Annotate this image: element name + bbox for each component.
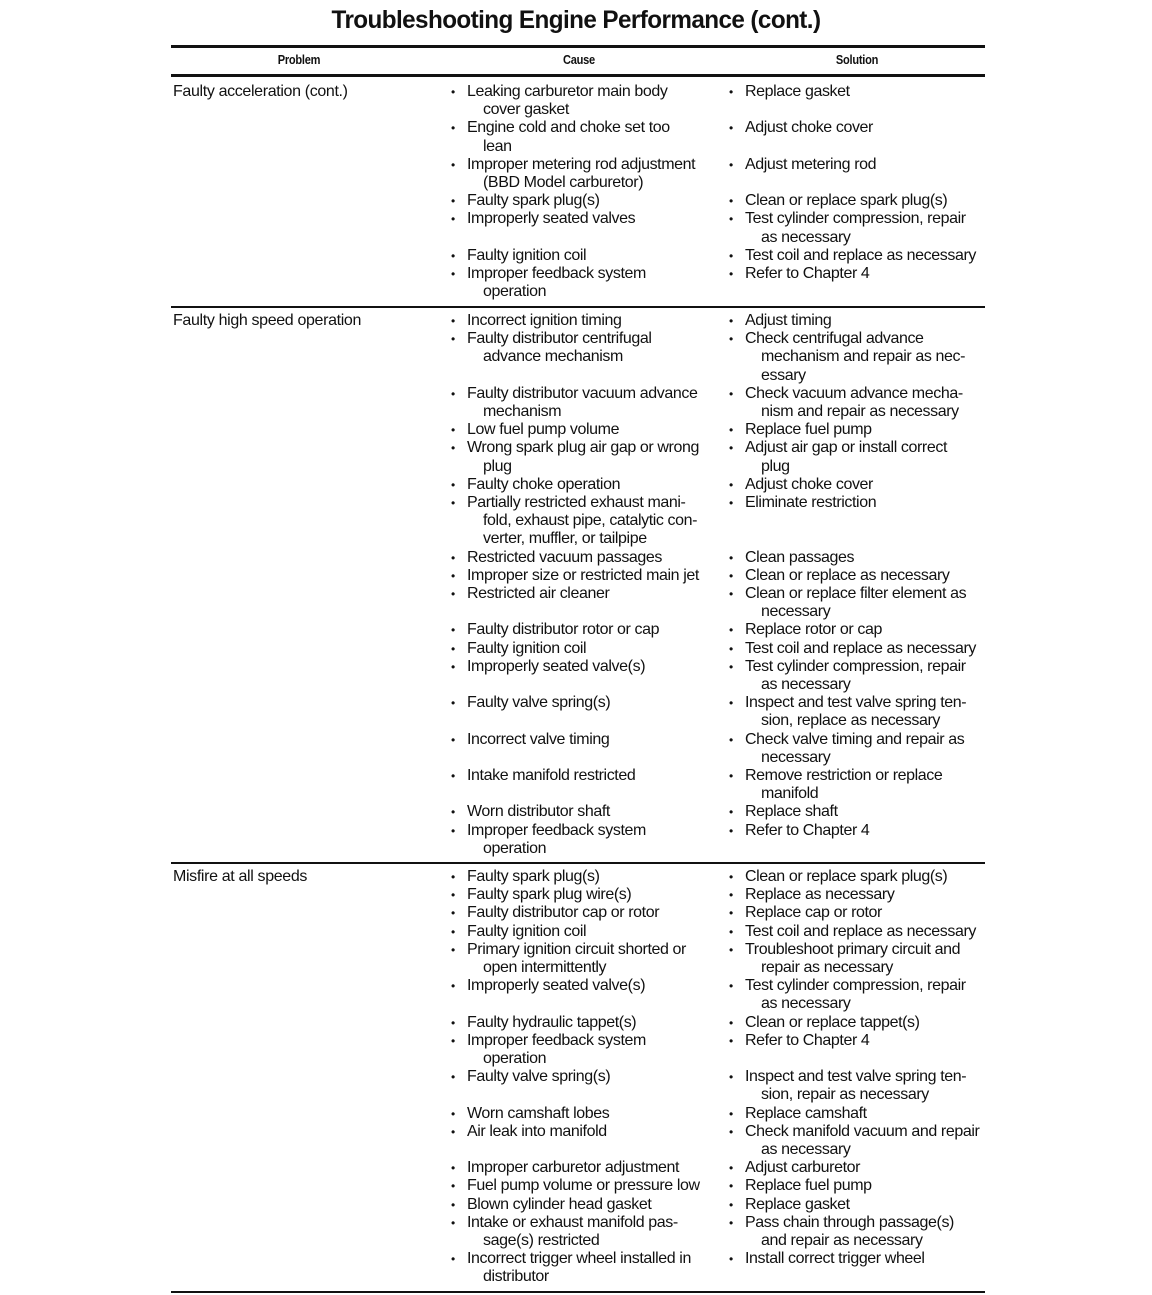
bullet-icon: • (729, 267, 733, 281)
bullet-icon: • (451, 1161, 455, 1176)
item-text-line: Blown cylinder head gasket (467, 1195, 652, 1213)
solution-item (729, 941, 991, 977)
solution-item (729, 330, 991, 385)
item-text-line: Improperly seated valve(s) (467, 977, 646, 995)
problem-cell: Faulty acceleration (cont.) (173, 83, 348, 100)
item-text-line: Engine cold and choke set too (467, 119, 670, 137)
item-text-line: Faulty valve spring(s) (467, 694, 611, 712)
cause-item (451, 265, 721, 301)
bullet-icon: • (451, 477, 455, 492)
item-text-line: Faulty ignition coil (467, 922, 587, 940)
item-text-line: Faulty ignition coil (467, 246, 587, 264)
bullet-icon: • (729, 1070, 733, 1085)
bullet-icon: • (729, 568, 733, 583)
cause-item (451, 1123, 721, 1141)
item-text-line: Refer to Chapter 4 (745, 265, 870, 282)
bullet-icon: • (729, 641, 733, 656)
item-text-line: Check centrifugal advance (745, 330, 924, 348)
item-text-line: Low fuel pump volume (467, 421, 620, 439)
cause-item (451, 1250, 721, 1286)
bullet-icon: • (729, 870, 733, 884)
item-text-line: Adjust carburetor (745, 1159, 861, 1177)
solution-item (729, 1159, 991, 1177)
solution-item (729, 83, 991, 101)
bullet-icon: • (451, 157, 455, 172)
bullet-icon: • (451, 823, 455, 838)
cause-item (451, 421, 721, 439)
item-text-line: repair as necessary (761, 959, 894, 976)
item-text-line: Pass chain through passage(s) (745, 1213, 954, 1231)
cause-item (451, 494, 721, 549)
bullet-icon: • (451, 888, 455, 903)
cause-item (451, 549, 721, 567)
row-separator (171, 1291, 985, 1293)
item-text-line: essary (761, 366, 806, 384)
bullet-icon: • (451, 194, 455, 209)
item-text-line: Faulty spark plug(s) (467, 192, 600, 210)
cause-item (451, 1196, 721, 1214)
item-text-line: Incorrect trigger wheel installed in (467, 1250, 691, 1268)
bullet-icon: • (729, 906, 733, 921)
item-text-line: Test coil and replace as necessary (745, 639, 976, 657)
bullet-icon: • (729, 942, 733, 957)
item-text-line: Air leak into manifold (467, 1122, 607, 1140)
bullet-icon: • (451, 386, 455, 401)
cause-item (451, 886, 721, 904)
item-text-line: Faulty spark plug(s) (467, 868, 600, 885)
item-text-line: Improperly seated valves (467, 210, 636, 228)
solution-item (729, 822, 991, 840)
problem-cell: Faulty high speed operation (173, 312, 362, 329)
item-text-line: Check vacuum advance mecha- (745, 384, 963, 402)
cause-item (451, 247, 721, 265)
bullet-icon: • (729, 732, 733, 747)
bullet-icon: • (451, 121, 455, 136)
bullet-icon: • (729, 157, 733, 172)
bullet-icon: • (729, 477, 733, 492)
item-text-line: as necessary (761, 676, 851, 693)
item-text-line: Fuel pump volume or pressure low (467, 1177, 700, 1195)
bullet-icon: • (729, 212, 733, 227)
solution-item (729, 476, 991, 494)
bullet-icon: • (729, 248, 733, 263)
item-text-line: Incorrect valve timing (467, 730, 610, 748)
item-text-line: Troubleshoot primary circuit and (745, 940, 961, 958)
solution-item (729, 312, 991, 330)
solution-item (729, 439, 991, 475)
bullet-icon: • (451, 1252, 455, 1267)
solution-item (729, 1177, 991, 1195)
solution-item (729, 977, 991, 1013)
solution-item (729, 421, 991, 439)
item-text-line: sion, repair as necessary (761, 1086, 929, 1104)
item-text-line: Eliminate restriction (745, 494, 877, 511)
item-text-line: Improper carburetor adjustment (467, 1159, 680, 1177)
item-text-line: Intake manifold restricted (467, 767, 636, 784)
cause-item (451, 904, 721, 922)
item-text-line: Clean or replace spark plug(s) (745, 192, 948, 210)
item-text-line: (BBD Model carburetor) (483, 174, 644, 191)
cause-item (451, 439, 721, 475)
bullet-icon: • (451, 805, 455, 820)
cause-item (451, 312, 721, 330)
solution-item (729, 803, 991, 821)
bullet-icon: • (451, 1215, 455, 1230)
item-text-line: mechanism and repair as nec- (761, 348, 966, 366)
solution-item (729, 265, 991, 283)
solution-item (729, 694, 991, 730)
item-text-line: Leaking carburetor main body (467, 83, 668, 100)
item-text-line: Improper size or restricted main jet (467, 566, 699, 584)
solution-item (729, 658, 991, 694)
cause-item (451, 868, 721, 886)
solution-item (729, 549, 991, 567)
column-header-problem: Problem (277, 52, 321, 67)
bullet-icon: • (451, 314, 455, 328)
item-text-line: Test cylinder compression, repair (745, 977, 966, 995)
bullet-icon: • (729, 1033, 733, 1048)
item-text-line: Check manifold vacuum and repair (745, 1122, 980, 1140)
cause-item (451, 1214, 721, 1250)
bullet-icon: • (729, 979, 733, 994)
cause-item (451, 822, 721, 858)
bullet-icon: • (451, 441, 455, 456)
item-text-line: Replace rotor or cap (745, 621, 882, 639)
item-text-line: Replace cap or rotor (745, 904, 882, 922)
cause-item (451, 210, 721, 228)
item-text-line: operation (483, 283, 547, 301)
bullet-icon: • (451, 550, 455, 565)
bullet-icon: • (451, 1015, 455, 1030)
solution-item (729, 119, 991, 137)
item-text-line: Clean or replace as necessary (745, 566, 950, 584)
bullet-icon: • (729, 1252, 733, 1267)
item-text-line: Test coil and replace as necessary (745, 246, 976, 264)
bullet-icon: • (451, 1106, 455, 1121)
item-text-line: Inspect and test valve spring ten- (745, 1068, 967, 1086)
item-text-line: and repair as necessary (761, 1232, 923, 1249)
item-text-line: Refer to Chapter 4 (745, 821, 870, 839)
cause-item (451, 1068, 721, 1086)
item-text-line: fold, exhaust pipe, catalytic con- (483, 512, 698, 530)
bullet-icon: • (729, 332, 733, 347)
bullet-icon: • (451, 623, 455, 638)
solution-item (729, 904, 991, 922)
item-text-line: Replace fuel pump (745, 1177, 872, 1195)
solution-item (729, 731, 991, 767)
bullet-icon: • (729, 441, 733, 456)
item-text-line: Worn distributor shaft (467, 803, 610, 821)
item-text-line: as necessary (761, 995, 851, 1013)
bullet-icon: • (451, 248, 455, 263)
bullet-icon: • (451, 212, 455, 227)
solution-item (729, 868, 991, 886)
solution-item (729, 1250, 991, 1268)
solution-item (729, 585, 991, 621)
cause-item (451, 1159, 721, 1177)
cause-item (451, 1014, 721, 1032)
cause-item (451, 1177, 721, 1195)
item-text-line: Restricted vacuum passages (467, 548, 663, 566)
item-text-line: operation (483, 839, 547, 857)
cause-item (451, 567, 721, 585)
row-separator (171, 306, 985, 308)
solution-item (729, 1068, 991, 1104)
solution-item (729, 385, 991, 421)
bullet-icon: • (729, 659, 733, 674)
bullet-icon: • (451, 769, 455, 783)
item-text-line: Adjust timing (745, 312, 832, 329)
solution-item (729, 1014, 991, 1032)
item-text-line: Check valve timing and repair as (745, 730, 965, 748)
item-text-line: Faulty distributor vacuum advance (467, 384, 698, 402)
item-text-line: Improper feedback system (467, 1031, 646, 1049)
solution-item (729, 1105, 991, 1123)
cause-item (451, 767, 721, 785)
item-text-line: Inspect and test valve spring ten- (745, 694, 967, 712)
column-header-solution: Solution (835, 52, 879, 67)
bullet-icon: • (729, 696, 733, 711)
bullet-icon: • (729, 1106, 733, 1121)
item-text-line: Intake or exhaust manifold pas- (467, 1213, 678, 1231)
bullet-icon: • (451, 332, 455, 347)
bullet-icon: • (729, 1197, 733, 1212)
item-text-line: Improper feedback system (467, 265, 646, 282)
solution-item (729, 886, 991, 904)
item-text-line: Test cylinder compression, repair (745, 210, 966, 228)
cause-item (451, 1032, 721, 1068)
item-text-line: manifold (761, 785, 819, 803)
cause-item (451, 330, 721, 366)
item-text-line: Incorrect ignition timing (467, 312, 622, 329)
solution-item (729, 1123, 991, 1159)
bullet-icon: • (451, 979, 455, 994)
cause-item (451, 941, 721, 977)
solution-item (729, 767, 991, 803)
item-text-line: sion, replace as necessary (761, 712, 941, 730)
cause-item (451, 385, 721, 421)
bullet-icon: • (451, 1033, 455, 1048)
cause-item (451, 977, 721, 995)
bullet-icon: • (729, 1161, 733, 1176)
bullet-icon: • (729, 587, 733, 601)
item-text-line: Clean or replace spark plug(s) (745, 868, 948, 885)
bullet-icon: • (729, 924, 733, 939)
solution-item (729, 1214, 991, 1250)
bullet-icon: • (729, 194, 733, 209)
cause-item (451, 476, 721, 494)
item-text-line: Faulty distributor rotor or cap (467, 621, 660, 639)
item-text-line: necessary (761, 603, 831, 621)
item-text-line: Replace camshaft (745, 1104, 867, 1122)
bullet-icon: • (729, 1215, 733, 1230)
bullet-icon: • (729, 623, 733, 638)
item-text-line: verter, muffler, or tailpipe (483, 530, 647, 548)
column-header-cause: Cause (563, 52, 595, 67)
solution-item (729, 640, 991, 658)
cause-item (451, 640, 721, 658)
item-text-line: Replace gasket (745, 83, 850, 100)
solution-item (729, 567, 991, 585)
cause-item (451, 621, 721, 639)
cause-item (451, 192, 721, 210)
item-text-line: mechanism (483, 403, 562, 420)
bullet-icon: • (451, 641, 455, 656)
solution-item (729, 1032, 991, 1050)
solution-item (729, 1196, 991, 1214)
solution-item (729, 923, 991, 941)
bullet-icon: • (451, 924, 455, 939)
item-text-line: nism and repair as necessary (761, 403, 959, 420)
item-text-line: Improper metering rod adjustment (467, 155, 696, 173)
item-text-line: Faulty distributor cap or rotor (467, 904, 660, 922)
item-text-line: Faulty distributor centrifugal (467, 330, 652, 348)
bullet-icon: • (451, 732, 455, 747)
item-text-line: Faulty hydraulic tappet(s) (467, 1013, 637, 1031)
item-text-line: Remove restriction or replace (745, 767, 943, 784)
bullet-icon: • (729, 423, 733, 438)
cause-item (451, 585, 721, 603)
bullet-icon: • (729, 386, 733, 401)
item-text-line: distributor (483, 1268, 549, 1286)
item-text-line: cover gasket (483, 101, 569, 119)
cause-item (451, 1105, 721, 1123)
item-text-line: Faulty spark plug wire(s) (467, 886, 632, 904)
header-bottom-rule (171, 74, 985, 77)
item-text-line: Improperly seated valve(s) (467, 657, 646, 675)
bullet-icon: • (451, 1197, 455, 1212)
item-text-line: Partially restricted exhaust mani- (467, 494, 686, 511)
item-text-line: Faulty ignition coil (467, 639, 587, 657)
page-title: Troubleshooting Engine Performance (cont.) (331, 6, 821, 34)
solution-item (729, 494, 991, 512)
item-text-line: Clean passages (745, 548, 855, 566)
cause-item (451, 803, 721, 821)
bullet-icon: • (451, 496, 455, 510)
bullet-icon: • (729, 550, 733, 565)
item-text-line: plug (483, 457, 512, 475)
item-text-line: Wrong spark plug air gap or wrong (467, 439, 699, 457)
bullet-icon: • (729, 85, 733, 99)
item-text-line: plug (761, 457, 790, 475)
cause-item (451, 923, 721, 941)
problem-cell: Misfire at all speeds (173, 868, 308, 885)
cause-item (451, 119, 721, 155)
solution-item (729, 621, 991, 639)
item-text-line: Replace fuel pump (745, 421, 872, 439)
bullet-icon: • (451, 696, 455, 711)
cause-item (451, 658, 721, 676)
bullet-icon: • (451, 906, 455, 921)
item-text-line: Worn camshaft lobes (467, 1104, 610, 1122)
bullet-icon: • (729, 314, 733, 328)
cause-item (451, 156, 721, 192)
item-text-line: sage(s) restricted (483, 1232, 600, 1249)
cause-item (451, 731, 721, 749)
bullet-icon: • (729, 496, 733, 510)
bullet-icon: • (451, 1124, 455, 1139)
bullet-icon: • (729, 888, 733, 903)
bullet-icon: • (729, 823, 733, 838)
cause-item (451, 694, 721, 712)
bullet-icon: • (451, 568, 455, 583)
item-text-line: Test coil and replace as necessary (745, 922, 976, 940)
item-text-line: Restricted air cleaner (467, 585, 610, 602)
bullet-icon: • (451, 659, 455, 674)
item-text-line: advance mechanism (483, 348, 623, 366)
bullet-icon: • (451, 1070, 455, 1085)
bullet-icon: • (451, 942, 455, 957)
item-text-line: Replace as necessary (745, 886, 895, 904)
bullet-icon: • (451, 423, 455, 438)
item-text-line: Primary ignition circuit shorted or (467, 940, 686, 958)
bullet-icon: • (729, 1179, 733, 1194)
bullet-icon: • (451, 85, 455, 99)
bullet-icon: • (451, 870, 455, 884)
solution-item (729, 247, 991, 265)
bullet-icon: • (451, 1179, 455, 1194)
item-text-line: Clean or replace filter element as (745, 585, 967, 602)
bullet-icon: • (729, 1124, 733, 1139)
item-text-line: open intermittently (483, 959, 607, 976)
bullet-icon: • (729, 769, 733, 783)
item-text-line: as necessary (761, 1141, 851, 1158)
item-text-line: Refer to Chapter 4 (745, 1031, 870, 1049)
item-text-line: Install correct trigger wheel (745, 1250, 925, 1268)
item-text-line: Test cylinder compression, repair (745, 657, 966, 675)
item-text-line: Clean or replace tappet(s) (745, 1013, 920, 1031)
item-text-line: Adjust air gap or install correct (745, 439, 948, 457)
solution-item (729, 156, 991, 174)
item-text-line: Replace shaft (745, 803, 838, 821)
item-text-line: operation (483, 1050, 547, 1067)
table-top-rule (171, 45, 985, 48)
item-text-line: Adjust metering rod (745, 155, 877, 173)
bullet-icon: • (729, 121, 733, 136)
item-text-line: lean (483, 137, 512, 155)
item-text-line: necessary (761, 748, 831, 766)
bullet-icon: • (451, 267, 455, 281)
bullet-icon: • (729, 805, 733, 820)
item-text-line: Faulty valve spring(s) (467, 1068, 611, 1086)
cause-item (451, 83, 721, 119)
item-text-line: Improper feedback system (467, 821, 646, 839)
row-separator (171, 862, 985, 864)
bullet-icon: • (451, 587, 455, 601)
solution-item (729, 192, 991, 210)
item-text-line: Adjust choke cover (745, 475, 873, 493)
item-text-line: Adjust choke cover (745, 119, 873, 137)
bullet-icon: • (729, 1015, 733, 1030)
item-text-line: as necessary (761, 228, 851, 246)
solution-item (729, 210, 991, 246)
item-text-line: Faulty choke operation (467, 475, 621, 493)
item-text-line: Replace gasket (745, 1195, 850, 1213)
